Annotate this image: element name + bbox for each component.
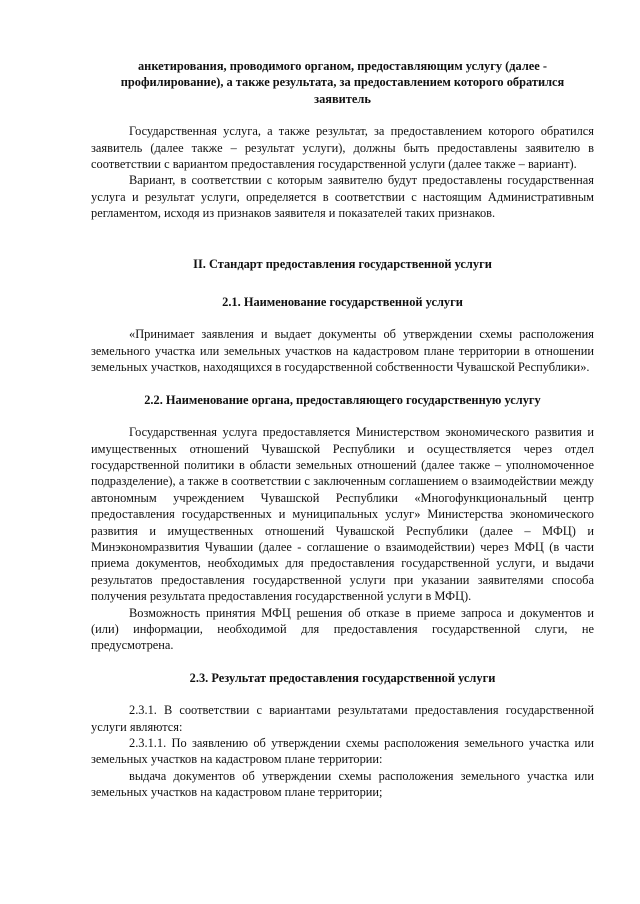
intro-heading: анкетирования, проводимого органом, предоставляющим услугу (далее - профилирование), а также результата, за предоставлением которого обратился заявитель bbox=[120, 59, 565, 106]
intro-paragraph-1: Государственная услуга, а также результат, за предоставлением которого обратился заявитель (далее также – результат услуги), должны быть предоставлены заявителю в соответствии с вариантом предоставления государственной услуги (далее также – вариант). bbox=[91, 124, 594, 172]
document-page bbox=[91, 58, 594, 801]
section-2-1-paragraph-1: «Принимает заявления и выдает документы об утверждении схемы расположения земельного участка или земельных участков на кадастровом плане территории в отношении земельных участков, находящихся в государственной собственности Чувашской Республики». bbox=[91, 327, 594, 375]
section-2-1-title: 2.1. Наименование государственной услуги bbox=[222, 295, 463, 310]
intro-paragraph-2: Вариант, в соответствии с которым заявителю будут предоставлены государственная услуга и результат услуги, определяется в соответствии с настоящим Административным регламентом, исходя из признаков заявителя и показателей таких признаков. bbox=[91, 173, 594, 221]
section-2-title: II. Стандарт предоставления государственной услуги bbox=[193, 256, 492, 271]
section-2-3-paragraph-3: выдача документов об утверждении схемы расположения земельного участка или земельных участков на кадастровом плане территории; bbox=[91, 768, 594, 800]
section-2-2-title: 2.2. Наименование органа, предоставляющего государственную услугу bbox=[144, 392, 541, 407]
section-2-2-paragraph-2: Возможность принятия МФЦ решения об отказе в приеме запроса и документов и (или) информации, необходимой для предоставления государственной слуги, не предусмотрена. bbox=[91, 605, 594, 653]
section-2-3-paragraph-2: 2.3.1.1. По заявлению об утверждении схемы расположения земельного участка или земельных участков на кадастровом плане территории: bbox=[91, 736, 594, 767]
section-2-2-paragraph-1: Государственная услуга предоставляется Министерством экономического развития и имущественных отношений Чувашской Республики и осуществляется через отдел государственной политики в области земельных отношений (далее также – уполномоченное подразделение), а также в соответствии с заключенным соглашением о взаимодействии между автономным учреждением Чувашской Республики «Многофункциональный центр предоставления государственных и муниципальных услуг» Министерства экономического развития и имущественных отношений Чувашской Республики (далее – МФЦ) и Минэкономразвития Чувашии (далее - соглашение о взаимодействии) через МФЦ (в части приема документов, необходимых для предоставления государственной услуги, и выдачи результатов предоставления государственной услуги при указании заявителями способа получения результата предоставления государственной услуги в МФЦ). bbox=[91, 425, 594, 604]
section-2-3-title: 2.3. Результат предоставления государственной услуги bbox=[189, 670, 496, 685]
section-2-3-paragraph-1: 2.3.1. В соответствии с вариантами результатами предоставления государственной услуги являются: bbox=[91, 703, 594, 734]
